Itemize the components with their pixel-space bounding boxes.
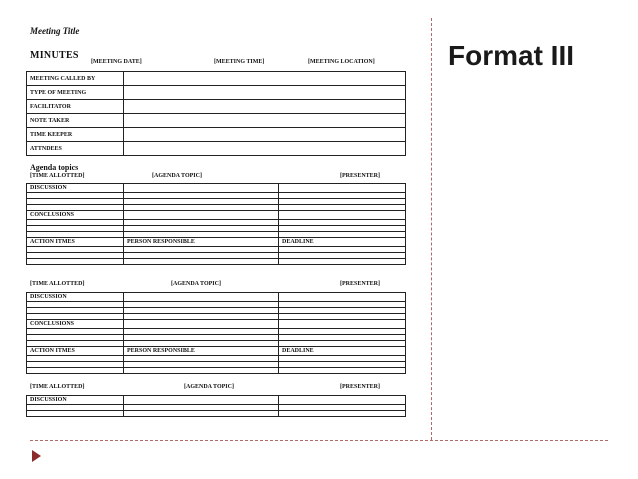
- meeting-time-label: [MEETING TIME]: [214, 59, 265, 65]
- info-label: TIME KEEPER: [27, 128, 124, 142]
- info-value[interactable]: [124, 114, 406, 128]
- discussion-label: DISCUSSION: [27, 293, 124, 302]
- info-value[interactable]: [124, 72, 406, 86]
- presenter-label: [PRESENTER]: [340, 281, 381, 287]
- time-allotted-label: [TIME ALLOTTED]: [30, 173, 85, 179]
- cell[interactable]: [279, 320, 406, 329]
- cell[interactable]: [279, 211, 406, 220]
- agenda-topic-label: [AGENDA TOPIC]: [152, 173, 202, 179]
- cell[interactable]: [279, 293, 406, 302]
- slide-title: Format III: [448, 40, 575, 71]
- agenda-topic-label: [AGENDA TOPIC]: [171, 281, 221, 287]
- horizontal-divider: [30, 440, 608, 441]
- cell[interactable]: [124, 320, 279, 329]
- cell[interactable]: [27, 259, 124, 265]
- agenda-block-table: [26, 292, 406, 374]
- time-allotted-label: [TIME ALLOTTED]: [30, 281, 85, 287]
- discussion-label: DISCUSSION: [27, 396, 124, 405]
- cell[interactable]: [124, 396, 279, 405]
- vertical-divider: [431, 18, 432, 440]
- conclusions-label: CONCLUSIONS: [27, 211, 124, 220]
- info-value[interactable]: [124, 128, 406, 142]
- meeting-location-label: [MEETING LOCATION]: [308, 59, 375, 65]
- info-label: TYPE OF MEETING: [27, 86, 124, 100]
- cell[interactable]: [124, 293, 279, 302]
- info-value[interactable]: [124, 100, 406, 114]
- deadline-label: DEADLINE: [279, 238, 406, 247]
- bullet-arrow-icon: [32, 450, 41, 462]
- info-label: NOTE TAKER: [27, 114, 124, 128]
- cell[interactable]: [27, 411, 124, 417]
- cell[interactable]: [279, 368, 406, 374]
- agenda-block-table: [26, 183, 406, 265]
- meeting-date-label: [MEETING DATE]: [91, 59, 142, 65]
- info-label: FACILITATOR: [27, 100, 124, 114]
- cell[interactable]: [27, 368, 124, 374]
- deadline-label: DEADLINE: [279, 347, 406, 356]
- minutes-template-document: [24, 24, 409, 429]
- cell[interactable]: [124, 184, 279, 193]
- action-items-label: ACTION ITMES: [27, 347, 124, 356]
- info-value[interactable]: [124, 86, 406, 100]
- person-responsible-label: PERSON RESPONSIBLE: [124, 238, 279, 247]
- agenda-topic-label: [AGENDA TOPIC]: [184, 384, 234, 390]
- presenter-label: [PRESENTER]: [340, 173, 381, 179]
- meeting-title: Meeting Title: [30, 26, 80, 36]
- cell[interactable]: [124, 411, 279, 417]
- info-label: ATTNDEES: [27, 142, 124, 156]
- conclusions-label: CONCLUSIONS: [27, 320, 124, 329]
- cell[interactable]: [124, 259, 279, 265]
- action-items-label: ACTION ITMES: [27, 238, 124, 247]
- person-responsible-label: PERSON RESPONSIBLE: [124, 347, 279, 356]
- cell[interactable]: [279, 411, 406, 417]
- minutes-heading: MINUTES: [30, 50, 79, 61]
- cell[interactable]: [124, 211, 279, 220]
- discussion-label: DISCUSSION: [27, 184, 124, 193]
- cell[interactable]: [279, 259, 406, 265]
- agenda-topics-heading: Agenda topics: [30, 163, 79, 172]
- time-allotted-label: [TIME ALLOTTED]: [30, 384, 85, 390]
- info-value[interactable]: [124, 142, 406, 156]
- meeting-info-table: [26, 71, 406, 156]
- cell[interactable]: [279, 184, 406, 193]
- cell[interactable]: [124, 368, 279, 374]
- presenter-label: [PRESENTER]: [340, 384, 381, 390]
- cell[interactable]: [279, 396, 406, 405]
- info-label: MEETING CALLED BY: [27, 72, 124, 86]
- agenda-block-table: [26, 395, 406, 417]
